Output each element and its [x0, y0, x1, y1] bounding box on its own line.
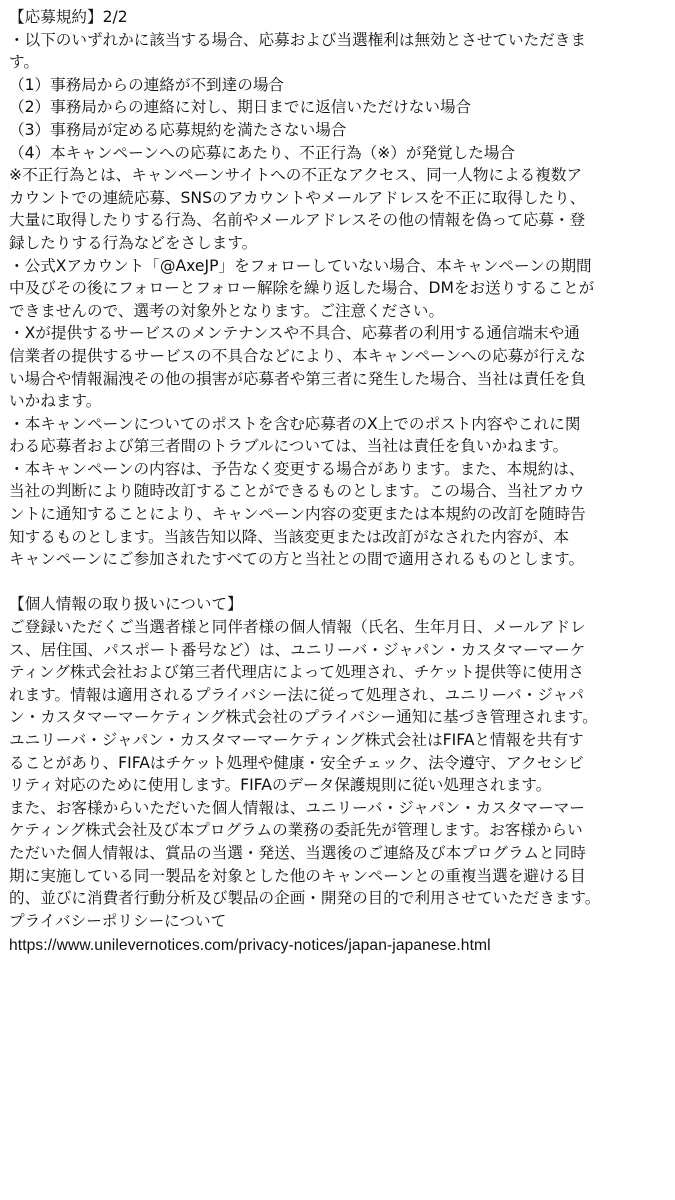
rules-line: 当社の判断により随時改訂することができるものとします。この場合、当社アカウ — [9, 482, 585, 501]
privacy-line: ることがあり、FIFAはチケット処理や健康・安全チェック、法令遵守、アクセシビ — [9, 753, 584, 772]
rules-line: ・本キャンペーンの内容は、予告なく変更する場合があります。また、本規約は、 — [9, 459, 585, 478]
privacy-line: ティング株式会社および第三者代理店によって処理され、チケット提供等に使用さ — [9, 663, 584, 682]
privacy-line: リティ対応のために使用します。FIFAのデータ保護規則に従い処理されます。 — [9, 776, 552, 795]
privacy-line: 的、並びに消費者行動分析及び製品の企画・開発の目的で利用させていただきます。 — [9, 889, 601, 908]
rules-line: 中及びその後にフォローとフォロー解除を繰り返した場合、DMをお送りすることが — [9, 279, 595, 298]
privacy-line: 期に実施している同一製品を対象とした他のキャンペーンとの重複当選を避ける目 — [9, 866, 586, 885]
rules-line: 信業者の提供するサービスの不具合などにより、本キャンペーンへの応募が行えな — [9, 346, 586, 365]
rules-line: いかねます。 — [9, 392, 102, 411]
privacy-line: また、お客様からいただいた個人情報は、ユニリーバ・ジャパン・カスタマーマー — [9, 798, 585, 817]
rules-line: （3）事務局が定める応募規約を満たさない場合 — [9, 120, 347, 139]
section-spacer — [9, 571, 667, 594]
rules-line: （2）事務局からの連絡に対し、期日までに返信いただけない場合 — [9, 98, 472, 117]
privacy-heading: 【個人情報の取り扱いについて】 — [9, 595, 243, 614]
rules-line: （4）本キャンペーンへの応募にあたり、不正行為（※）が発覚した場合 — [9, 143, 516, 162]
rules-heading: 【応募規約】2/2 — [9, 8, 128, 26]
rules-line: （1）事務局からの連絡が不到達の場合 — [9, 75, 285, 94]
rules-line: ・以下のいずれかに該当する場合、応募および当選権利は無効とさせていただきま — [9, 30, 586, 49]
rules-line: ※不正行為とは、キャンペーンサイトへの不正なアクセス、同一人物による複数ア — [9, 166, 583, 185]
rules-line: 知するものとします。当該告知以降、当該変更または改訂がなされた内容が、本 — [9, 527, 570, 546]
rules-line: ・Xが提供するサービスのメンテナンスや不具合、応募者の利用する通信端末や通 — [9, 324, 580, 343]
privacy-line: ただいた個人情報は、賞品の当選・発送、当選後のご連絡及び本プログラムと同時 — [9, 843, 586, 862]
rules-line: す。 — [9, 53, 39, 72]
rules-line: できませんので、選考の対象外となります。ご注意ください。 — [9, 301, 445, 320]
rules-line: ・公式Xアカウント「@AxeJP」をフォローしていない場合、本キャンペーンの期間 — [9, 256, 592, 275]
privacy-line: ご登録いただくご当選者様と同伴者様の個人情報（氏名、生年月日、メールアドレ — [9, 618, 586, 637]
rules-line: 大量に取得したりする行為、名前やメールアドレスその他の情報を偽って応募・登 — [9, 211, 586, 230]
campaign-terms-document — [9, 6, 667, 958]
privacy-line: れます。情報は適用されるプライバシー法に従って処理され、ユニリーバ・ジャパ — [9, 685, 584, 704]
privacy-policy-label: プライバシーポリシーについて — [9, 911, 227, 930]
rules-line: キャンペーンにご参加されたすべての方と当社との間で適用されるものとします。 — [9, 550, 585, 569]
privacy-line: ケティング株式会社及び本プログラムの業務の委託先が管理します。お客様からい — [9, 821, 583, 840]
privacy-line: ユニリーバ・ジャパン・カスタマーマーケティング株式会社はFIFAと情報を共有す — [9, 731, 584, 749]
privacy-line: ン・カスタマーマーケティング株式会社のプライバシー通知に基づき管理されます。 — [9, 708, 598, 727]
rules-line: わる応募者および第三者間のトラブルについては、当社は責任を負いかねます。 — [9, 437, 569, 456]
rules-line: い場合や情報漏洩その他の損害が応募者や第三者に発生した場合、当社は責任を負 — [9, 369, 586, 388]
privacy-policy-url: https://www.unilevernotices.com/privacy-notices/japan-japanese.html — [9, 937, 491, 955]
rules-line: ントに通知することにより、キャンペーン内容の変更または本規約の改訂を随時告 — [9, 505, 586, 524]
rules-line: カウントでの連続応募、SNSのアカウントやメールアドレスを不正に取得したり、 — [9, 188, 586, 207]
privacy-line: ス、居住国、パスポート番号など）は、ユニリーバ・ジャパン・カスタマーマーケ — [9, 640, 586, 659]
rules-line: ・本キャンペーンについてのポストを含む応募者のX上でのポスト内容やこれに関 — [9, 414, 581, 433]
rules-line: 録したりする行為などをさします。 — [9, 233, 258, 252]
